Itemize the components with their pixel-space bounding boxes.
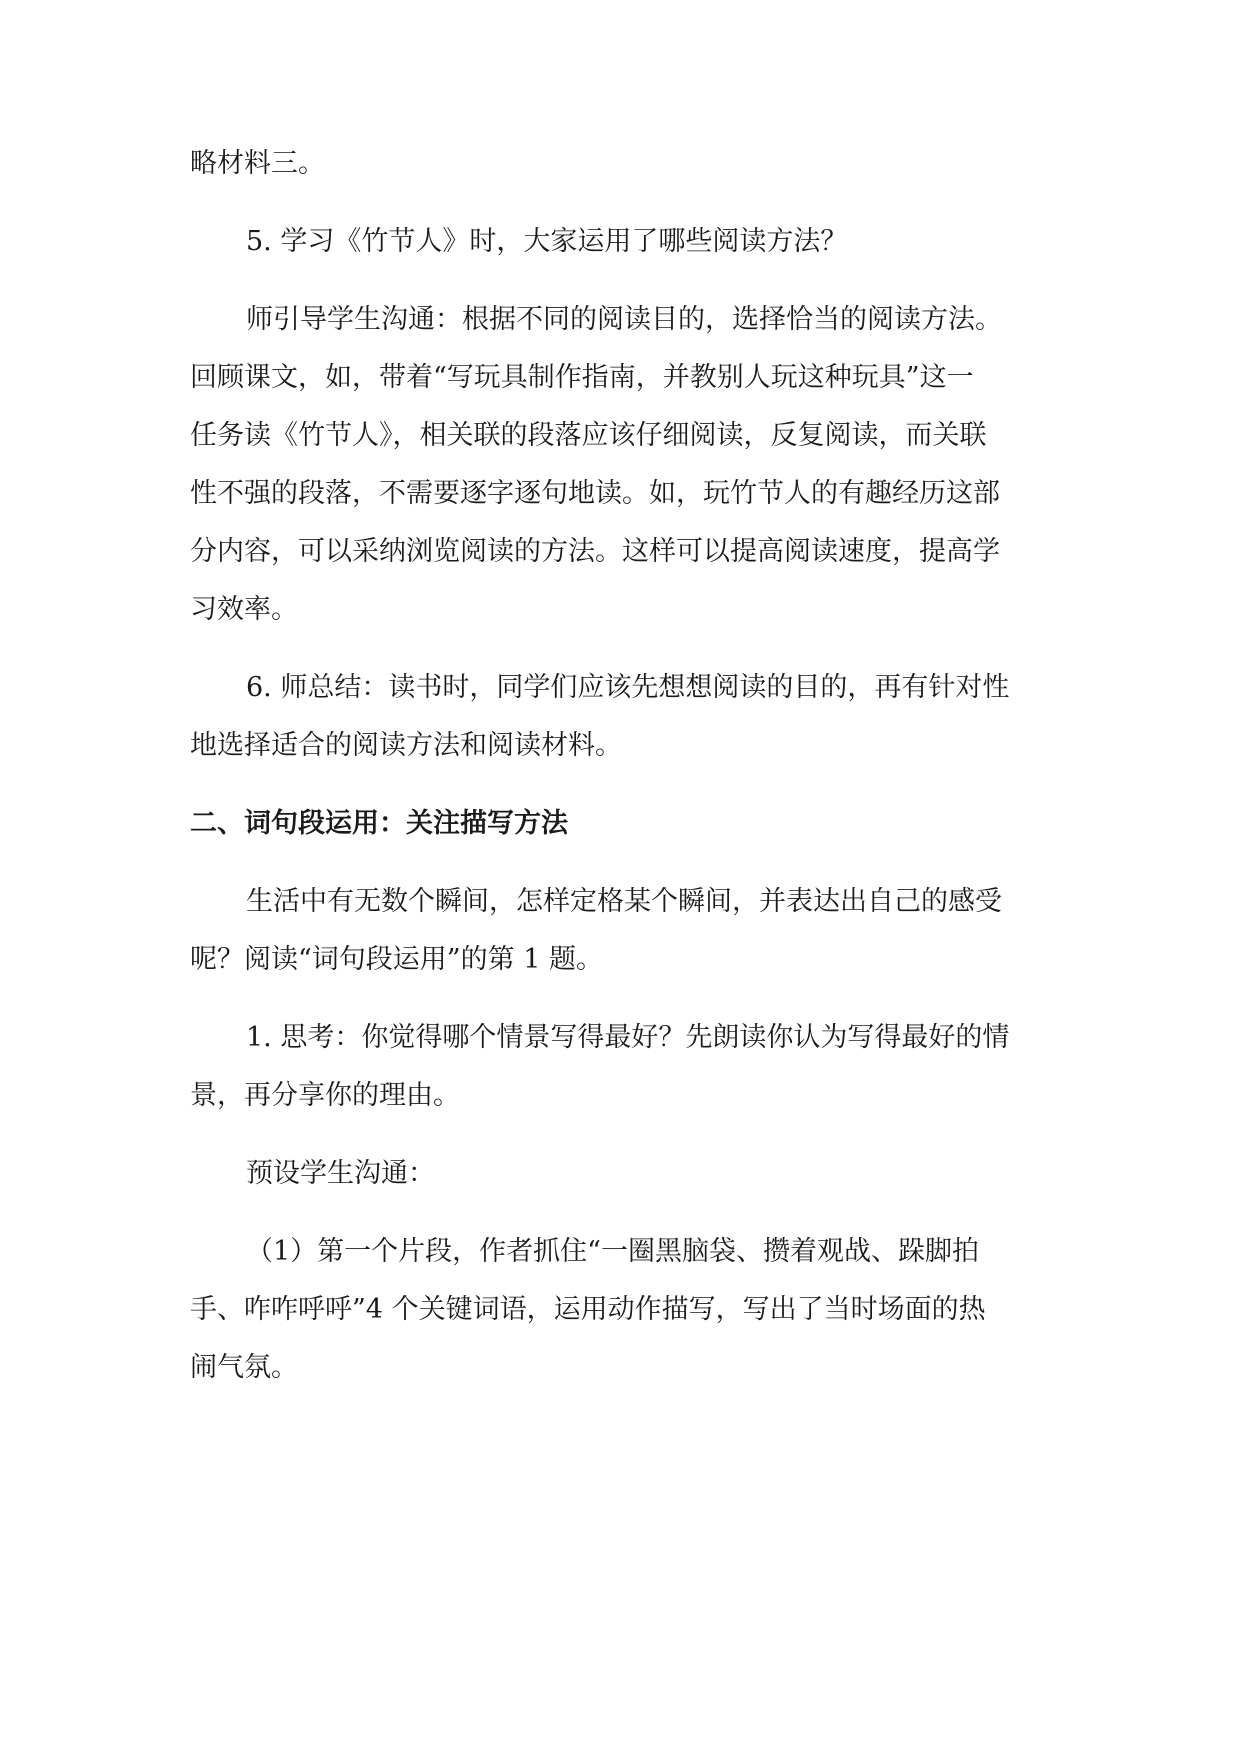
guide-paragraph-line-3: 任务读《竹节人》，相关联的段落应该仔细阅读，反复阅读，而关联 — [190, 420, 987, 451]
guide-paragraph-line-2: 回顾课文，如，带着“写玩具制作指南，并教别人玩这种玩具”这一 — [190, 362, 974, 393]
think-line-2: 景，再分享你的理由。 — [190, 1080, 460, 1111]
intro-line-1: 生活中有无数个瞬间，怎样定格某个瞬间，并表达出自己的感受 — [246, 886, 1002, 917]
continuation-line: 略材料三。 — [190, 148, 325, 179]
answer-1-line-2: 手、咋咋呼呼”4 个关键词语，运用动作描写，写出了当时场面的热 — [190, 1294, 986, 1325]
guide-paragraph-line-6: 习效率。 — [190, 594, 298, 625]
question-5-line: 5. 学习《竹节人》时，大家运用了哪些阅读方法？ — [246, 226, 848, 257]
section-heading: 二、词句段运用：关注描写方法 — [190, 808, 568, 839]
preset-line: 预设学生沟通： — [246, 1158, 435, 1189]
summary-line-1: 6. 师总结：读书时，同学们应该先想想阅读的目的，再有针对性 — [246, 672, 1010, 703]
intro-line-2: 呢？阅读“词句段运用”的第 1 题。 — [190, 944, 603, 975]
think-line-1: 1. 思考：你觉得哪个情景写得最好？先朗读你认为写得最好的情 — [246, 1022, 1010, 1053]
answer-1-line-1: （1）第一个片段，作者抓住“一圈黑脑袋、攒着观战、跺脚拍 — [246, 1236, 979, 1267]
summary-line-2: 地选择适合的阅读方法和阅读材料。 — [190, 730, 622, 761]
answer-1-line-3: 闹气氛。 — [190, 1352, 298, 1383]
guide-paragraph-line-1: 师引导学生沟通：根据不同的阅读目的，选择恰当的阅读方法。 — [246, 304, 1002, 335]
guide-paragraph-line-5: 分内容，可以采纳浏览阅读的方法。这样可以提高阅读速度，提高学 — [190, 536, 1000, 567]
guide-paragraph-line-4: 性不强的段落，不需要逐字逐句地读。如，玩竹节人的有趣经历这部 — [190, 478, 1000, 509]
